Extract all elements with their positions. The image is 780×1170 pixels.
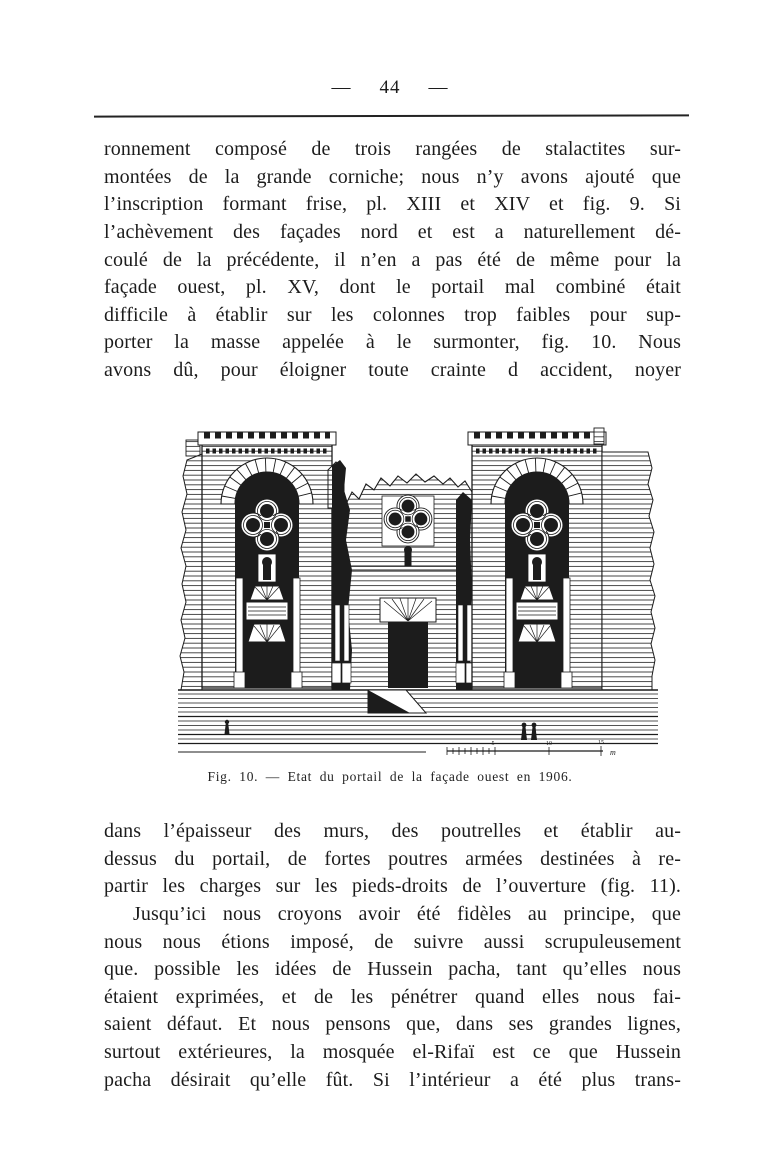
- text-line: pacha désirait qu’elle fût. Si l’intérieur a été plus trans-: [104, 1068, 681, 1091]
- text-line: partir les charges sur les pieds-droits de l’ouverture (fig. 11).: [104, 875, 681, 898]
- header-dash-left: —: [331, 77, 352, 98]
- scale-label-15: 15: [598, 740, 604, 746]
- text-line: dessus du portail, de fortes poutres armées destinées à re-: [104, 847, 681, 870]
- text-line: ronnement composé de trois rangées de stalactites sur-: [104, 138, 681, 160]
- right-tower: [468, 432, 606, 688]
- left-tower: [198, 432, 336, 688]
- text-line: Jusqu’ici nous croyons avoir été fidèles au principe, que: [133, 902, 681, 925]
- figure-caption: Fig. 10. — Etat du portail de la façade ouest en 1906.: [207, 769, 573, 784]
- text-line: que. possible les idées de Hussein pacha, tant qu’elles nous: [104, 958, 681, 981]
- paragraph-block-2: [104, 818, 681, 1094]
- right-wall-strip: [594, 428, 655, 690]
- header-dash-right: —: [428, 77, 449, 98]
- page-number: 44: [379, 77, 401, 98]
- text-line: dans l’épaisseur des murs, des poutrelles et établir au-: [104, 820, 681, 842]
- text-line: façade ouest, pl. XV, dont le portail mal combiné était: [104, 276, 681, 299]
- text-line: difficile à établir sur les colonnes trop faibles pour sup-: [104, 303, 681, 326]
- facade-engraving: [178, 420, 658, 758]
- scale-label-5: 5: [491, 741, 495, 747]
- text-line: l’inscription formant frise, pl. XIII et XIV et fig. 9. Si: [104, 193, 681, 216]
- text-line: surtout extérieures, la mosquée el-Rifaï est ce que Hussein: [104, 1041, 681, 1064]
- scale-label-10: 10: [546, 741, 552, 747]
- figure-10: [178, 420, 658, 758]
- paragraph-block-1: [104, 136, 681, 385]
- text-line: coulé de la précédente, il n’en a pas été de même pour la: [104, 248, 681, 271]
- text-line: étaient exprimées, et de les pénétrer quand elles nous fai-: [104, 985, 681, 1008]
- page-header: [0, 77, 780, 99]
- scale-unit-label: m: [610, 748, 616, 757]
- text-line: porter la masse appelée à le surmonter, fig. 10. Nous: [104, 331, 681, 354]
- text-line: saient défaut. Et nous pensons que, dans ses grandes lignes,: [104, 1013, 681, 1036]
- text-line: nous nous étions imposé, de suivre aussi scrupuleusement: [104, 930, 681, 953]
- text-line: montées de la grande corniche; nous n’y avons ajouté que: [104, 165, 681, 188]
- text-line: l’achèvement des façades nord et est a naturellement dé-: [104, 220, 681, 243]
- header-rule: [94, 114, 689, 118]
- text-line: avons dû, pour éloigner toute crainte d accident, noyer: [104, 359, 681, 382]
